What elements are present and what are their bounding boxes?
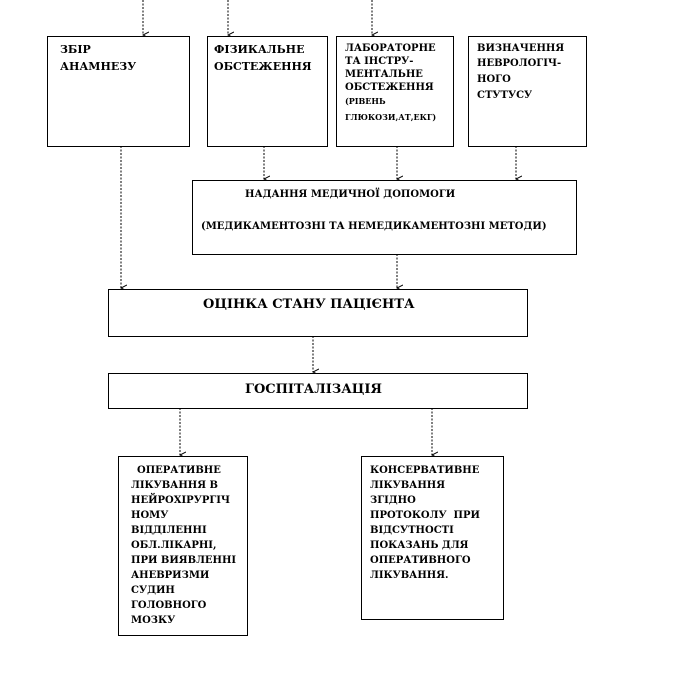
surgical-line-5: ВІДДІЛЕННІ: [131, 525, 207, 536]
surgical-line-6: ОБЛ.ЛІКАРНІ,: [131, 540, 217, 551]
care-line-2: (МЕДИКАМЕНТОЗНІ ТА НЕМЕДИКАМЕНТОЗНІ МЕТОДИ): [201, 221, 547, 232]
assessment-title: ОЦІНКА СТАНУ ПАЦІЄНТА: [203, 297, 415, 312]
lab-line-1: ЛАБОРАТОРНЕ: [345, 43, 436, 54]
medical-care-box: [192, 180, 577, 255]
surgical-line-10: ГОЛОВНОГО: [131, 600, 207, 611]
anamnesis-box: [47, 36, 190, 147]
conservative-line-5: ВІДСУТНОСТІ: [370, 525, 454, 536]
surgical-line-3: НЕЙРОХІРУРГІЧ: [131, 495, 231, 506]
surgical-line-8: АНЕВРИЗМИ: [131, 570, 210, 581]
surgical-line-4: НОМУ: [131, 510, 169, 521]
physical-line-1: ФІЗИКАЛЬНЕ: [214, 43, 305, 56]
surgical-line-11: МОЗКУ: [131, 615, 176, 626]
physical-exam-box: [207, 36, 328, 147]
assessment-box: [108, 289, 528, 337]
anamnesis-line-1: ЗБІР: [60, 43, 91, 56]
physical-line-2: ОБСТЕЖЕННЯ: [214, 60, 312, 73]
conservative-line-3: ЗГІДНО: [370, 495, 416, 506]
hospitalization-box: [108, 373, 528, 409]
lab-line-2: ТА ІНСТРУ-: [345, 56, 414, 67]
care-line-1: НАДАННЯ МЕДИЧНОЇ ДОПОМОГИ: [245, 189, 456, 200]
lab-note-line-1: (РІВЕНЬ: [345, 96, 386, 106]
conservative-line-2: ЛІКУВАННЯ: [370, 480, 446, 491]
conservative-line-8: ЛІКУВАННЯ.: [370, 570, 449, 581]
neuro-line-1: ВИЗНАЧЕННЯ: [477, 43, 565, 54]
neuro-status-box: [468, 36, 587, 147]
surgical-treatment-box: [118, 456, 248, 636]
conservative-line-4: ПРОТОКОЛУ ПРИ: [370, 510, 480, 521]
surgical-line-2: ЛІКУВАННЯ В: [131, 480, 218, 491]
conservative-line-6: ПОКАЗАНЬ ДЛЯ: [370, 540, 469, 551]
surgical-line-1: ОПЕРАТИВНЕ: [137, 465, 221, 476]
conservative-line-1: КОНСЕРВАТИВНЕ: [370, 465, 480, 476]
hospitalization-title: ГОСПІТАЛІЗАЦІЯ: [245, 382, 382, 397]
surgical-line-9: СУДИН: [131, 585, 175, 596]
neuro-line-3: НОГО: [477, 74, 511, 85]
neuro-line-2: НЕВРОЛОГІЧ-: [477, 58, 562, 69]
lab-line-4: ОБСТЕЖЕННЯ: [345, 82, 434, 93]
lab-note-line-2: ГЛЮКОЗИ,АТ,ЕКГ): [345, 112, 437, 122]
conservative-line-7: ОПЕРАТИВНОГО: [370, 555, 471, 566]
neuro-line-4: СТУТУСУ: [477, 90, 533, 101]
anamnesis-line-2: АНАМНЕЗУ: [60, 60, 137, 73]
conservative-treatment-box: [361, 456, 504, 620]
surgical-line-7: ПРИ ВИЯВЛЕННІ: [131, 555, 237, 566]
lab-line-3: МЕНТАЛЬНЕ: [345, 69, 423, 80]
lab-exam-box: [336, 36, 454, 147]
